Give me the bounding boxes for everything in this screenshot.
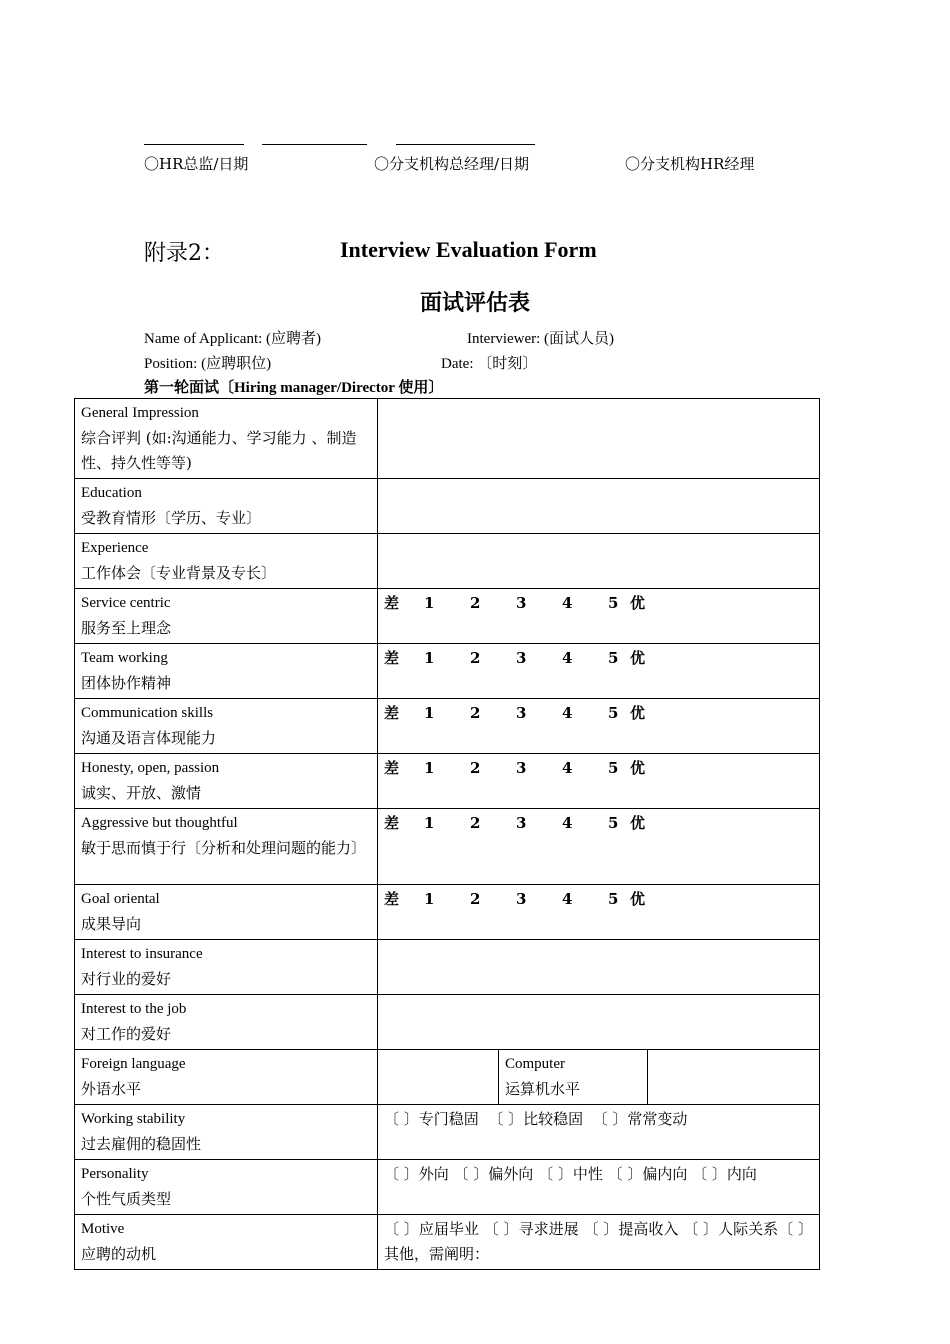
criterion-label: Working stability 过去雇佣的稳固性 bbox=[75, 1105, 378, 1160]
applicant-name-label: Name of Applicant: (应聘者) bbox=[144, 331, 322, 347]
table-row bbox=[75, 644, 820, 699]
criterion-label: General Impression 综合评判 (如:沟通能力、学习能力 、制造性、持久性等等) bbox=[75, 399, 378, 479]
rating-scale[interactable]: 差 1 2 3 4 5 优 bbox=[378, 885, 820, 940]
signature-label-branch-gm: 〇分支机构总经理/日期 bbox=[374, 155, 530, 173]
general-impression-field[interactable] bbox=[378, 399, 820, 479]
table-row bbox=[75, 1215, 820, 1270]
computer-field[interactable] bbox=[648, 1050, 820, 1105]
experience-field[interactable] bbox=[378, 534, 820, 589]
criterion-label: Personality 个性气质类型 bbox=[75, 1160, 378, 1215]
form-title-cn: 面试评估表 bbox=[419, 290, 530, 316]
appendix-label: 附录2： bbox=[144, 241, 224, 266]
signature-line-branch-gm bbox=[262, 144, 367, 145]
table-row bbox=[75, 589, 820, 644]
round-label: 第一轮面试〔Hiring manager/Director 使用〕 bbox=[144, 380, 444, 396]
criterion-label: Education 受教育情形〔学历、专业〕 bbox=[75, 479, 378, 534]
criterion-label: Honesty, open, passion 诚实、开放、激情 bbox=[75, 754, 378, 809]
education-field[interactable] bbox=[378, 479, 820, 534]
rating-scale[interactable]: 差 1 2 3 4 5 优 bbox=[378, 699, 820, 754]
criterion-label: Communication skills 沟通及语言体现能力 bbox=[75, 699, 378, 754]
table-row bbox=[75, 534, 820, 589]
interest-job-field[interactable] bbox=[378, 995, 820, 1050]
signature-label-branch-hr: 〇分支机构HR经理 bbox=[625, 155, 755, 173]
criterion-label: Team working 团体协作精神 bbox=[75, 644, 378, 699]
criterion-label: Foreign language 外语水平 bbox=[75, 1050, 378, 1105]
personality-options[interactable]: 〔 〕外向 〔 〕偏外向 〔 〕中性 〔 〕偏内向 〔 〕内向 bbox=[378, 1160, 820, 1215]
rating-scale[interactable]: 差 1 2 3 4 5 优 bbox=[378, 589, 820, 644]
date-label: Date: 〔时刻〕 bbox=[441, 356, 538, 372]
rating-scale[interactable]: 差 1 2 3 4 5 优 bbox=[378, 754, 820, 809]
criterion-label: Goal oriental 成果导向 bbox=[75, 885, 378, 940]
motive-options[interactable]: 〔 〕应届毕业 〔 〕寻求进展 〔 〕提高收入 〔 〕人际关系〔 〕其他，需阐明： bbox=[378, 1215, 820, 1270]
signature-label-hr-director: 〇HR总监/日期 bbox=[144, 155, 249, 173]
criterion-label: Interest to insurance 对行业的爱好 bbox=[75, 940, 378, 995]
table-row bbox=[75, 1160, 820, 1215]
table-row bbox=[75, 995, 820, 1050]
criterion-label: Interest to the job 对工作的爱好 bbox=[75, 995, 378, 1050]
table-row bbox=[75, 699, 820, 754]
table-row bbox=[75, 1050, 820, 1105]
criterion-label: Motive 应聘的动机 bbox=[75, 1215, 378, 1270]
position-label: Position: (应聘职位) bbox=[144, 356, 272, 372]
stability-options[interactable]: 〔 〕专门稳固 〔 〕比较稳固 〔 〕常常变动 bbox=[378, 1105, 820, 1160]
table-row bbox=[75, 1105, 820, 1160]
criterion-label: Experience 工作体会〔专业背景及专长〕 bbox=[75, 534, 378, 589]
form-title-en: Interview Evaluation Form bbox=[340, 237, 597, 262]
evaluation-table bbox=[74, 398, 820, 1270]
table-row bbox=[75, 809, 820, 885]
table-row bbox=[75, 399, 820, 479]
rating-scale[interactable]: 差 1 2 3 4 5 优 bbox=[378, 644, 820, 699]
computer-label: Computer 运算机水平 bbox=[499, 1050, 648, 1105]
interviewer-label: Interviewer: (面试人员) bbox=[467, 331, 615, 347]
criterion-label: Aggressive but thoughtful 敏于思而慎于行〔分析和处理问题的能力〕 bbox=[75, 809, 378, 885]
rating-scale[interactable]: 差 1 2 3 4 5 优 bbox=[378, 809, 820, 885]
criterion-label: Service centric 服务至上理念 bbox=[75, 589, 378, 644]
signature-line-branch-hr bbox=[396, 144, 535, 145]
table-row bbox=[75, 754, 820, 809]
signature-line-hr-director bbox=[144, 144, 244, 145]
foreign-language-field[interactable] bbox=[378, 1050, 499, 1105]
table-row bbox=[75, 479, 820, 534]
table-row bbox=[75, 885, 820, 940]
table-row bbox=[75, 940, 820, 995]
interest-insurance-field[interactable] bbox=[378, 940, 820, 995]
